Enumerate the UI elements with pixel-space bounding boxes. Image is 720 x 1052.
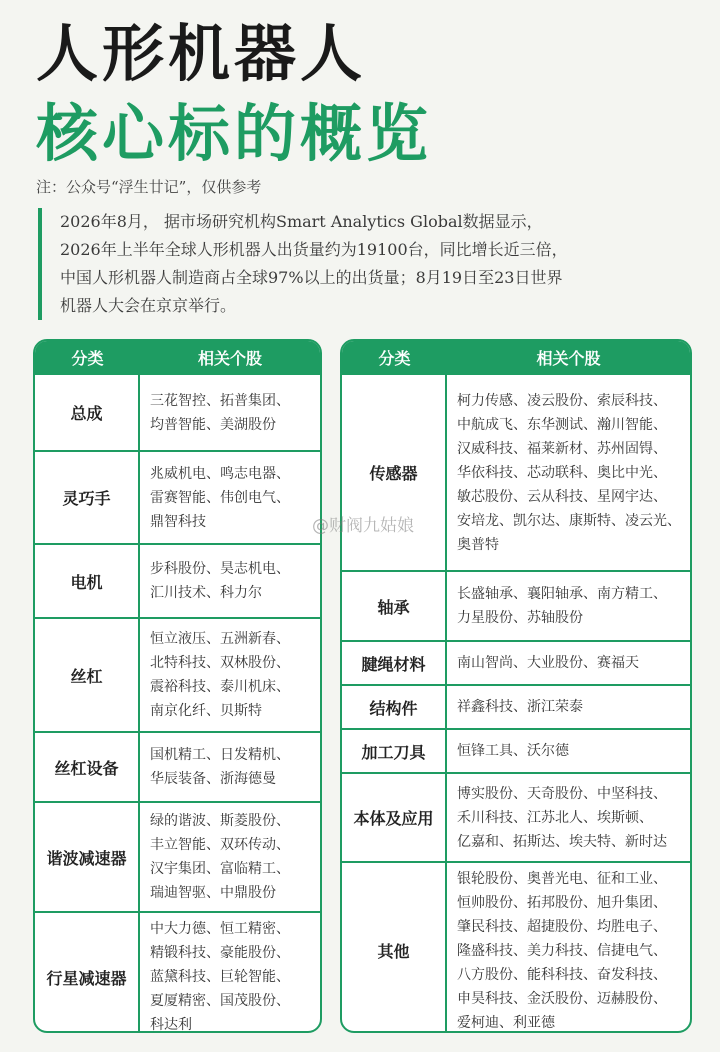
stocks-cell — [140, 545, 320, 617]
stock-line: 敏芯股份、云从科技、星网宇达、 — [457, 488, 667, 505]
stocks-cell — [140, 733, 320, 801]
stock-line: 华辰装备、浙海德曼 — [150, 771, 276, 787]
stocks-cell — [140, 803, 320, 911]
stock-line: 汉宇集团、富临精工、 — [150, 861, 290, 877]
stock-line: 鼎智科技 — [150, 513, 206, 530]
stock-line: 中航成飞、东华测试、瀚川智能、 — [457, 416, 667, 433]
category-cell: 总成 — [35, 375, 140, 450]
stock-line: 国机精工、日发精机、 — [150, 747, 290, 763]
category-cell: 谐波减速器 — [35, 803, 140, 911]
table-row — [35, 450, 320, 543]
category-cell: 丝杠设备 — [35, 733, 140, 801]
stock-line: 精锻科技、豪能股份、 — [150, 945, 290, 961]
category-cell: 灵巧手 — [35, 452, 140, 543]
header-stocks: 相关个股 — [536, 348, 601, 368]
stock-table-left — [33, 339, 322, 1033]
stock-line: 爱柯迪、利亚德 — [457, 1014, 555, 1031]
page-title-line2: 核心标的概览 — [36, 97, 433, 170]
stock-line: 南山智尚、大业股份、赛福天 — [457, 655, 639, 671]
intro-line: 2026年上半年全球人形机器人出货量约为19100台，同比增长近三倍， — [60, 240, 568, 259]
category-cell: 电机 — [35, 545, 140, 617]
category-cell: 结构件 — [342, 686, 447, 728]
stock-line: 汉威科技、福莱新材、苏州固锝、 — [457, 440, 667, 457]
stocks-cell — [447, 730, 690, 772]
stock-line: 丰立智能、双环传动、 — [150, 837, 290, 853]
table-row — [35, 543, 320, 617]
category-cell: 腱绳材料 — [342, 642, 447, 684]
stock-line: 中大力德、恒工精密、 — [150, 921, 290, 937]
stock-line: 申昊科技、金沃股份、迈赫股份、 — [457, 990, 667, 1007]
stock-line: 震裕科技、泰川机床、 — [150, 679, 290, 695]
table-row — [342, 728, 690, 772]
stocks-cell — [447, 863, 690, 1033]
stocks-cell — [447, 572, 690, 640]
table-row — [35, 617, 320, 731]
intro-paragraph — [38, 208, 710, 320]
table-row — [35, 911, 320, 1033]
table-row — [342, 861, 690, 1033]
stock-line: 银轮股份、奥普光电、征和工业、 — [457, 870, 667, 887]
stock-line: 长盛轴承、襄阳轴承、南方精工、 — [457, 586, 667, 602]
table-row — [342, 640, 690, 684]
stocks-cell — [447, 375, 690, 570]
stocks-cell — [447, 642, 690, 684]
source-note: 注：公众号“浮生廿记”，仅供参考 — [36, 178, 262, 196]
table-row — [342, 373, 690, 570]
stock-table-right — [340, 339, 692, 1033]
header-category: 分类 — [71, 348, 104, 368]
table-row — [342, 570, 690, 640]
stock-line: 均普智能、美湖股份 — [150, 416, 276, 433]
stock-line: 力星股份、苏轴股份 — [457, 610, 583, 626]
intro-line: 2026年8月， 据市场研究机构Smart Analytics Global数据显示， — [60, 212, 543, 231]
stock-line: 北特科技、双林股份、 — [150, 655, 290, 671]
stock-line: 恒立液压、五洲新春、 — [150, 631, 290, 647]
table-header — [342, 341, 690, 373]
category-cell: 丝杠 — [35, 619, 140, 731]
stock-line: 肇民科技、超捷股份、均胜电子、 — [457, 918, 667, 935]
stock-line: 恒锋工具、沃尔德 — [457, 743, 569, 759]
stock-line: 禾川科技、江苏北人、埃斯顿、 — [457, 809, 653, 826]
header-category: 分类 — [378, 348, 411, 368]
page-title-line1: 人形机器人 — [36, 17, 367, 90]
table-row — [35, 373, 320, 450]
category-cell: 本体及应用 — [342, 774, 447, 861]
category-cell: 加工刀具 — [342, 730, 447, 772]
category-cell: 其他 — [342, 863, 447, 1033]
stock-line: 瑞迪智驱、中鼎股份 — [150, 885, 276, 901]
stock-line: 柯力传感、凌云股份、索辰科技、 — [457, 392, 667, 409]
stock-line: 华依科技、芯动联科、奥比中光、 — [457, 464, 667, 481]
stocks-cell — [140, 452, 320, 543]
stock-line: 夏厦精密、国茂股份、 — [150, 993, 290, 1009]
stocks-cell — [140, 913, 320, 1033]
stock-line: 绿的谐波、斯菱股份、 — [150, 813, 290, 829]
stock-line: 步科股份、昊志机电、 — [150, 561, 290, 577]
stock-line: 兆威机电、鸣志电器、 — [150, 465, 290, 482]
stock-line: 亿嘉和、拓斯达、埃夫特、新时达 — [457, 833, 667, 850]
header-stocks: 相关个股 — [197, 348, 262, 368]
category-cell: 轴承 — [342, 572, 447, 640]
intro-line: 机器人大会在京京举行。 — [60, 296, 237, 315]
category-cell: 行星减速器 — [35, 913, 140, 1033]
intro-line: 中国人形机器人制造商占全球97%以上的出货量；8月19日至23日世界 — [60, 268, 563, 287]
stocks-cell — [140, 375, 320, 450]
stock-line: 科达利 — [150, 1017, 192, 1033]
stocks-cell — [447, 774, 690, 861]
table-row — [342, 772, 690, 861]
table-row — [35, 731, 320, 801]
stock-line: 八方股份、能科科技、奋发科技、 — [457, 966, 667, 983]
table-row — [342, 684, 690, 728]
table-row — [35, 801, 320, 911]
stock-line: 汇川技术、科力尔 — [150, 585, 262, 601]
stock-line: 恒帅股份、拓邦股份、旭升集团、 — [457, 894, 667, 911]
stock-line: 安培龙、凯尔达、康斯特、凌云光、 — [457, 512, 681, 529]
stocks-cell — [447, 686, 690, 728]
watermark: @财阀九姑娘 — [312, 516, 414, 536]
stock-line: 南京化纤、贝斯特 — [150, 703, 262, 719]
stock-line: 蓝黛科技、巨轮智能、 — [150, 969, 290, 985]
stock-line: 三花智控、拓普集团、 — [150, 392, 290, 409]
stock-line: 博实股份、天奇股份、中坚科技、 — [457, 785, 667, 802]
stock-line: 隆盛科技、美力科技、信捷电气、 — [457, 942, 667, 959]
stocks-cell — [140, 619, 320, 731]
stock-line: 雷赛智能、伟创电气、 — [150, 489, 290, 506]
table-header — [35, 341, 320, 373]
stock-line: 奥普特 — [457, 536, 499, 553]
stock-line: 祥鑫科技、浙江荣泰 — [457, 699, 583, 715]
category-cell: 传感器 — [342, 375, 447, 570]
